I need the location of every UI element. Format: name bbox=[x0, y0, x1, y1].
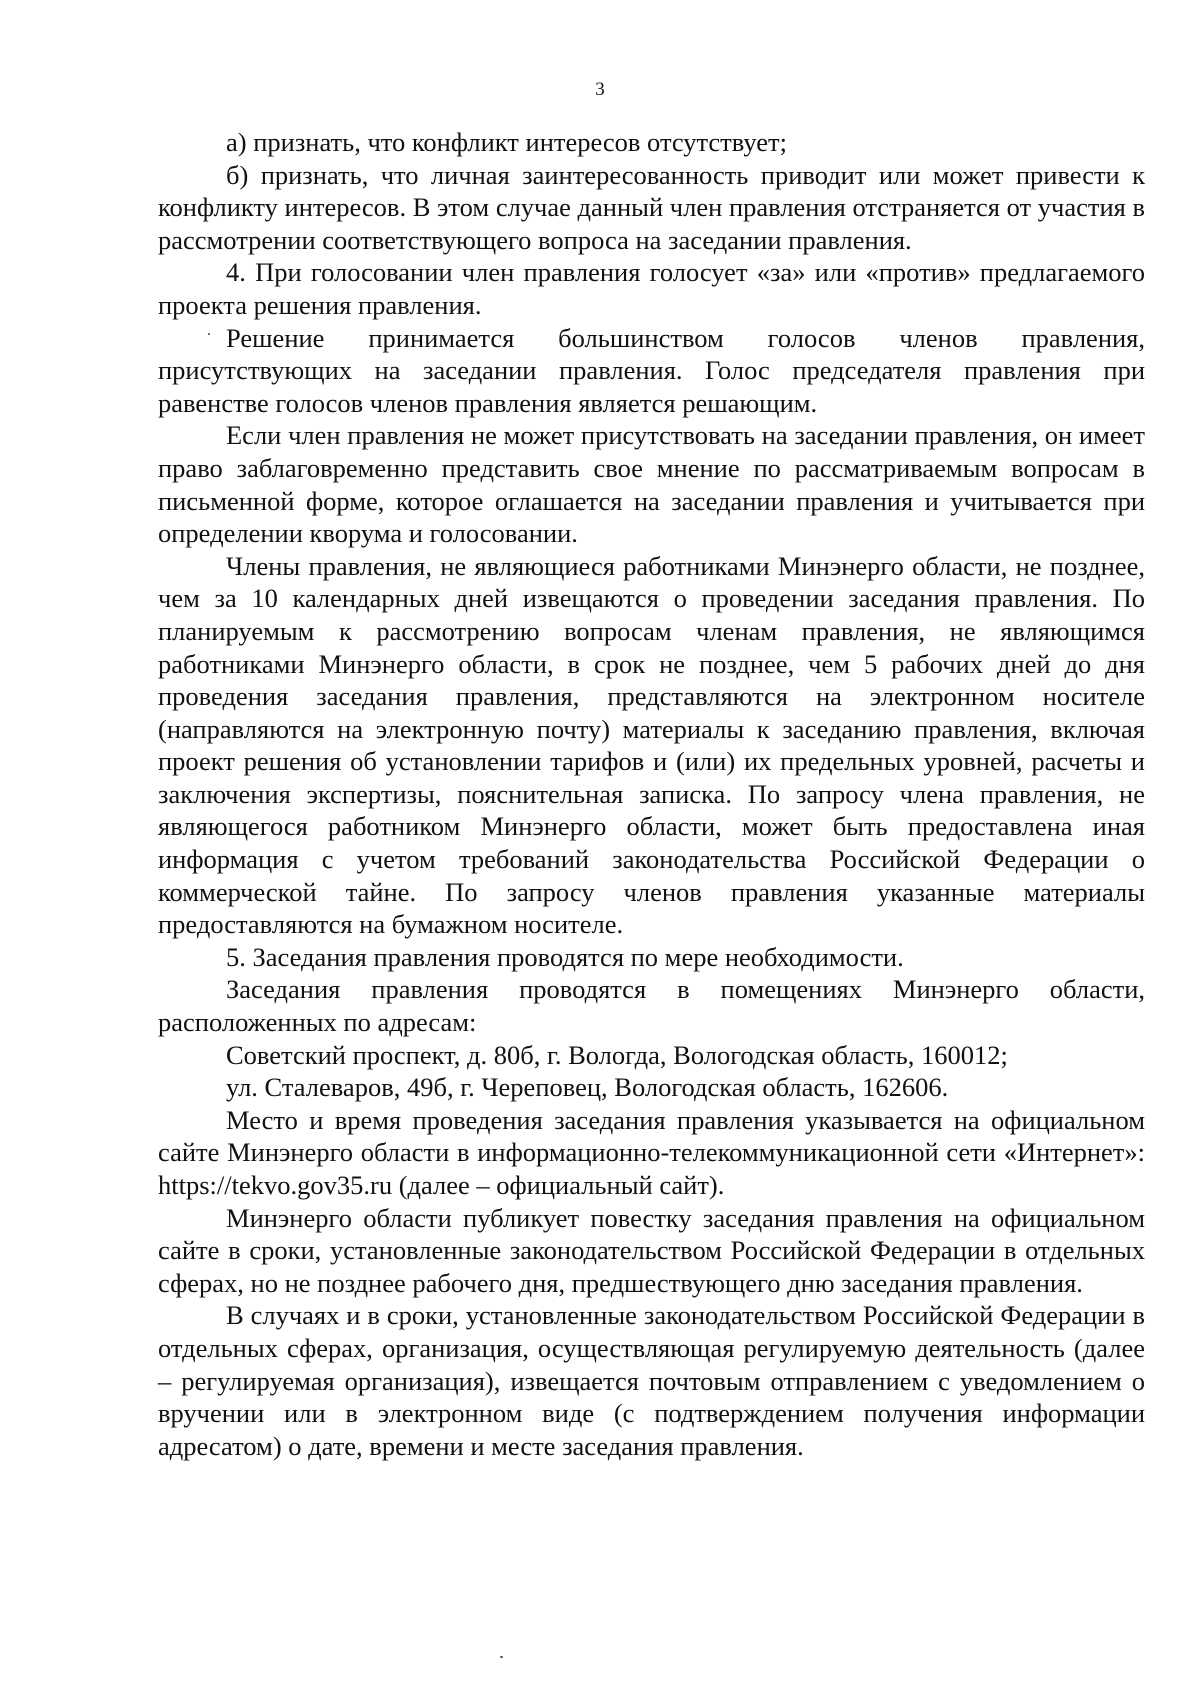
paragraph-official-site: Место и время проведения заседания правления указывается на официальном сайте Минэнерго области в информационно-телекоммуникационной сети «Интернет»: https://tekvo.gov35.ru (далее – официальный сайт). bbox=[158, 1104, 1145, 1200]
scan-speck-mark bbox=[208, 333, 210, 335]
paragraph-option-b: б) признать, что личная заинтересованность приводит или может привести к конфликту интересов. В этом случае данный член правления отстраняется от участия в рассмотрении соответствующего вопроса на заседании правления. bbox=[158, 159, 1145, 255]
paragraph-written-opinion: Если член правления не может присутствовать на заседании правления, он имеет право заблаговременно представить свое мнение по рассматриваемым вопросам в письменной форме, которое оглашается на заседании правления и учитывается при определении кворума и голосовании. bbox=[158, 420, 1145, 549]
document-body bbox=[158, 126, 1145, 1462]
paragraph-option-a: а) признать, что конфликт интересов отсутствует; bbox=[226, 127, 787, 157]
paragraph-decision-majority: Решение принимается большинством голосов членов правления, присутствующих на заседании правления. Голос председателя правления при равенстве голосов членов правления является решающим. bbox=[158, 322, 1145, 418]
paragraph-clause-5-meetings: 5. Заседания правления проводятся по мере необходимости. bbox=[226, 941, 904, 972]
paragraph-agenda-publication: Минэнерго области публикует повестку заседания правления на официальном сайте в сроки, установленные законодательством Российской Федерации в отдельных сферах, но не позднее рабочего дня, предшествующего дню заседания правления. bbox=[158, 1202, 1145, 1298]
page-number: 3 bbox=[595, 79, 605, 100]
paragraph-clause-4-voting: 4. При голосовании член правления голосует «за» или «против» предлагаемого проекта решения правления. bbox=[158, 257, 1145, 320]
address-cherepovets: ул. Сталеваров, 49б, г. Череповец, Вологодская область, 162606. bbox=[226, 1072, 949, 1103]
paragraph-meeting-premises: Заседания правления проводятся в помещениях Минэнерго области, расположенных по адресам: bbox=[158, 974, 1145, 1038]
address-vologda: Советский проспект, д. 80б, г. Вологда, Вологодская область, 160012; bbox=[226, 1039, 1008, 1070]
scan-speck-mark bbox=[500, 1656, 503, 1658]
paragraph-regulated-organization: В случаях и в сроки, установленные законодательством Российской Федерации в отдельных сферах, организация, осуществляющая регулируемую деятельность (далее – регулируемая организация), извещается почтовым отправлением с уведомлением о вручении или в электронном виде (с подтверждением получения информации адресатом) о дате, времени и месте заседания правления. bbox=[158, 1300, 1145, 1461]
paragraph-members-notification: Члены правления, не являющиеся работниками Минэнерго области, не позднее, чем за 10 календарных дней извещаются о проведении заседания правления. По планируемым к рассмотрению вопросам членам правления, не являющимся работниками Минэнерго области, в срок не позднее, чем 5 рабочих дней до дня проведения заседания правления, представляются на электронном носителе (направляются на электронную почту) материалы к заседанию правления, включая проект решения об установлении тарифов и (или) их предельных уровней, расчеты и заключения экспертизы, пояснительная записка. По запросу члена правления, не являющегося работником Минэнерго области, может быть предоставлена иная информация с учетом требований законодательства Российской Федерации о коммерческой тайне. По запросу членов правления указанные материалы предоставляются на бумажном носителе. bbox=[158, 550, 1145, 940]
